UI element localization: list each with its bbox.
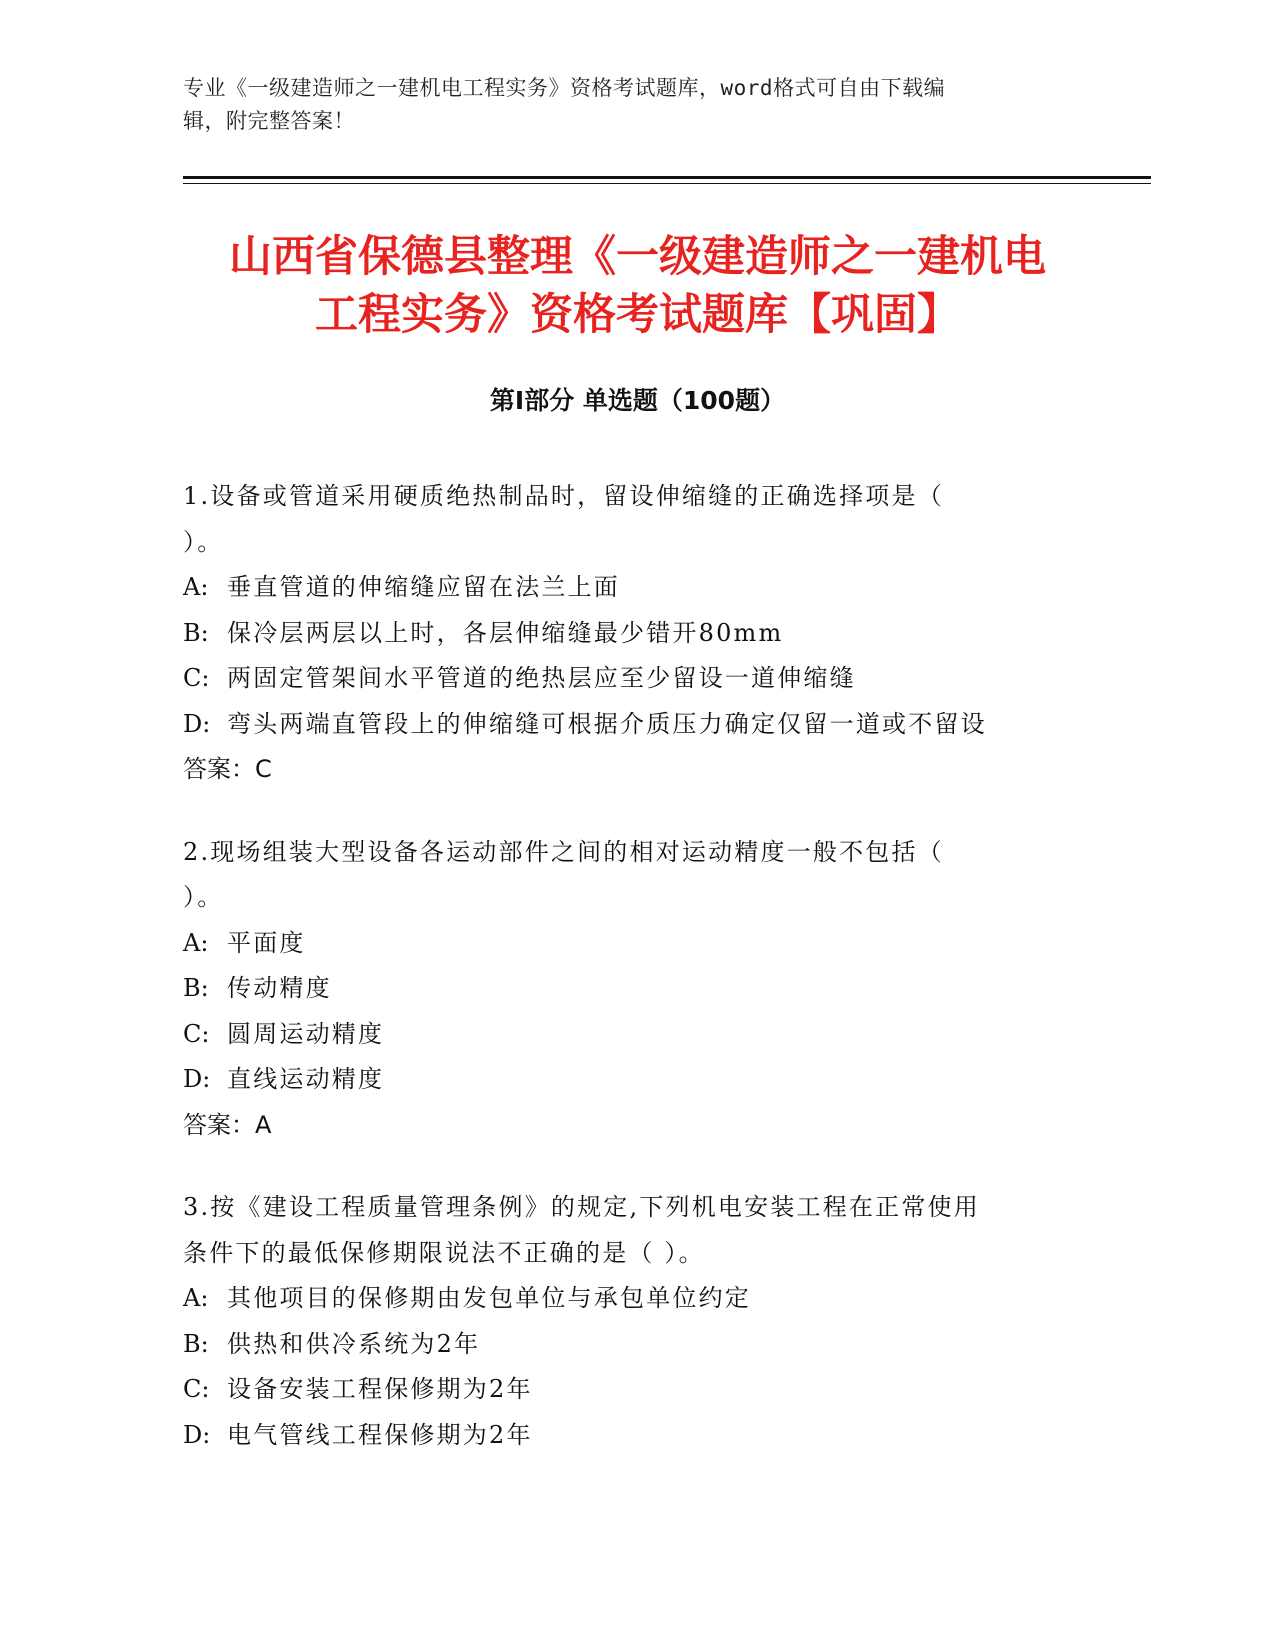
option-text: 平面度 bbox=[227, 928, 306, 957]
header-divider-thin bbox=[183, 183, 1151, 184]
header-note-line-2: 辑，附完整答案！ bbox=[183, 109, 355, 133]
header-note bbox=[183, 72, 1063, 138]
option-b bbox=[183, 1322, 1083, 1368]
question-stem-line: 1.设备或管道采用硬质绝热制品时，留设伸缩缝的正确选择项是（ bbox=[183, 482, 944, 510]
option-d bbox=[183, 1413, 1083, 1459]
answer: 答案：C bbox=[183, 755, 272, 783]
option-letter: C: bbox=[183, 1019, 210, 1048]
question-2 bbox=[183, 830, 1083, 1149]
option-letter: B: bbox=[183, 974, 209, 1002]
option-letter: B: bbox=[183, 1329, 209, 1358]
section-title: 第Ⅰ部分 单选题（100题） bbox=[489, 386, 786, 415]
option-b bbox=[183, 966, 1083, 1012]
option-letter: D: bbox=[183, 709, 211, 738]
question-list bbox=[183, 474, 1083, 1495]
option-d bbox=[183, 1057, 1083, 1103]
header-divider-thick bbox=[183, 176, 1151, 179]
option-letter: B: bbox=[183, 618, 209, 647]
option-letter: A: bbox=[183, 573, 209, 601]
question-stem-line: ）。 bbox=[183, 883, 224, 911]
answer: 答案：A bbox=[183, 1110, 272, 1139]
option-c bbox=[183, 1012, 1083, 1058]
document-title-line-2: 工程实务》资格考试题库【巩固】 bbox=[315, 290, 960, 340]
option-letter: D: bbox=[183, 1065, 211, 1093]
option-text: 弯头两端直管段上的伸缩缝可根据介质压力确定仅留一道或不留设 bbox=[227, 709, 987, 738]
question-stem-line: ）。 bbox=[183, 527, 224, 556]
option-a bbox=[183, 1276, 1083, 1322]
option-text: 垂直管道的伸缩缝应留在法兰上面 bbox=[227, 573, 620, 601]
option-b bbox=[183, 611, 1083, 657]
option-a bbox=[183, 565, 1083, 611]
option-d bbox=[183, 702, 1083, 748]
option-text: 供热和供冷系统为2年 bbox=[227, 1329, 481, 1358]
question-stem-line: 条件下的最低保修期限说法不正确的是（ ）。 bbox=[183, 1238, 705, 1267]
option-text: 设备安装工程保修期为2年 bbox=[227, 1375, 533, 1403]
option-text: 其他项目的保修期由发包单位与承包单位约定 bbox=[227, 1284, 751, 1312]
question-stem-line: 2.现场组装大型设备各运动部件之间的相对运动精度一般不包括（ bbox=[183, 837, 944, 866]
document-title bbox=[150, 228, 1125, 344]
question-stem-line: 3.按《建设工程质量管理条例》的规定,下列机电安装工程在正常使用 bbox=[183, 1193, 980, 1221]
option-letter: A: bbox=[183, 928, 209, 957]
option-letter: D: bbox=[183, 1420, 211, 1449]
question-3 bbox=[183, 1185, 1083, 1458]
document-title-line-1: 山西省保德县整理《一级建造师之一建机电 bbox=[229, 232, 1046, 282]
question-1 bbox=[183, 474, 1083, 793]
option-text: 两固定管架间水平管道的绝热层应至少留设一道伸缩缝 bbox=[227, 664, 856, 692]
option-text: 直线运动精度 bbox=[227, 1065, 385, 1093]
option-text: 圆周运动精度 bbox=[227, 1019, 385, 1048]
option-text: 保冷层两层以上时，各层伸缩缝最少错开80mm bbox=[227, 618, 784, 647]
option-letter: A: bbox=[183, 1284, 209, 1312]
option-letter: C: bbox=[183, 1375, 210, 1403]
option-letter: C: bbox=[183, 664, 210, 692]
option-a bbox=[183, 921, 1083, 967]
option-c bbox=[183, 656, 1083, 702]
header-note-line-1: 专业《一级建造师之一建机电工程实务》资格考试题库，word格式可自由下载编 bbox=[183, 76, 946, 100]
option-c bbox=[183, 1367, 1083, 1413]
option-text: 电气管线工程保修期为2年 bbox=[227, 1420, 533, 1449]
option-text: 传动精度 bbox=[227, 974, 332, 1002]
